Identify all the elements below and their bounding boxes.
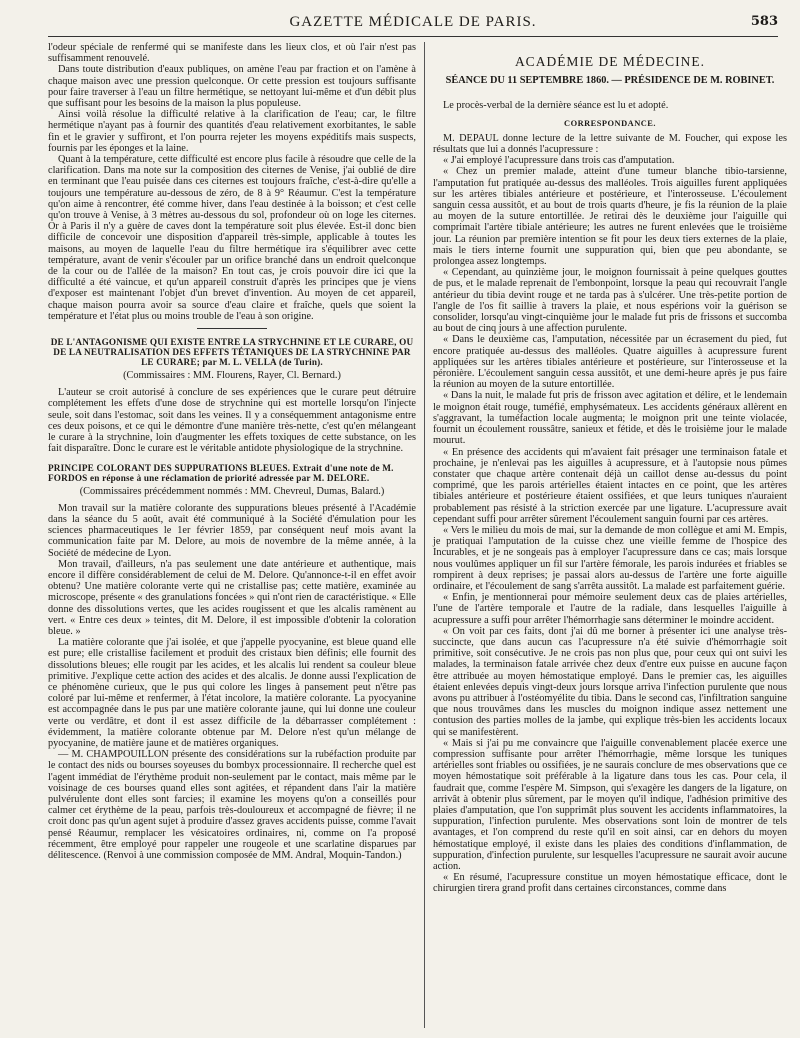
paragraph: « En résumé, l'acupressure constitue un moyen hémostatique efficace, dont le chirurgien tirera grand profit dans certaines circonstances, comme dans [433,872,787,895]
left-column [48,42,416,1028]
paragraph: M. DEPAUL donne lecture de la lettre suivante de M. Foucher, qui expose les résultats que lui a donnés l'acupressure : [433,132,787,156]
section-title-pyocyanine: PRINCIPE COLORANT DES SUPPURATIONS BLEUES. Extrait d'une note de M. FORDOS en réponse à une réclamation de priorité adressée par M. DELORE. [48,462,394,483]
paragraph: Dans toute distribution d'eaux publiques, on amène l'eau par fraction et on l'amène à chaque maison avec une pression quelconque. Or cette pression est toujours suffisante pour faire traverser à l'eau un filtre hermétique, se nettoyant lui-même et d'un débit plus que suffisant pour les besoins de la maison la plus populeuse. [48,64,416,110]
paragraph: Ainsi voilà résolue la difficulté relative à la clarification de l'eau; car, le filtre hermétique n'ayant pas à fournir des quantités d'eau relativement exorbitantes, le sable fin et le gravier y suffiront, et l'on pourra rejeter les moyens expéditifs mais suspects, fournis par les éponges et la laine. [48,109,416,154]
right-column [424,42,787,1028]
divider [197,328,267,329]
commission-note: (Commissaires précédemment nommés : MM. Chevreul, Dumas, Balard.) [79,485,385,497]
paragraph: « Vers le milieu du mois de mai, sur la demande de mon collègue et ami M. Empis, je pratiquai l'amputation de la cuisse chez une vieille femme de l'hospice des Incurables, et je ne songeais pas à employer l'acupressure dans ce cas; mais lorsque nous voulûmes appliquer un fil sur l'artère fémorale, les parois indurées et friables se rompirent à deux reprises; je passai alors au-dessus de l'artère une forte aiguille ordinaire, et l'écoulement de sang s'arrêta aussitôt. La malade est parfaitement guérie. [433,524,787,592]
paragraph: L'auteur se croit autorisé à conclure de ses expériences que le curare peut détruire complétement les effets d'une dose de strychnine qui est mortelle lorsqu'on l'injecte seule, soit dans l'estomac, soit dans les veines. Il y a conséquemment antagonisme entre ces deux poisons, et ce qui le démontre d'une manière très-nette, c'est qu'en mélangeant le curare à la strychnine, loin d'augmenter les effets toxiques de cette substance, on les fait disparaître. Donc le curare est le véritable antidote physiologique de la strychnine. [48,387,416,455]
paragraph: « Chez un premier malade, atteint d'une tumeur blanche tibio-tarsienne, l'amputation fut pratiquée au-dessus des malléoles. Trois aiguilles furent appliquées sur les artères tibiales antérieure et postérieure, et l'interosseuse. L'écoulement sanguin cessa aussitôt, et au bout de trois quarts d'heure, je fis la réunion de la plaie au moyen de la suture entortillée. Je retirai dès le deuxième jour l'aiguille qui comprimait l'artère tibiale antérieure; les autres ne furent enlevées que le troisième jour. La réunion par première intention se fit pour les deux tiers externes de la plaie, mais le tiers interne fournit une suppuration qui, bien que peu abondante, se prolongea assez longtemps. [433,166,787,268]
correspondance-label: CORRESPONDANCE. [564,118,656,128]
paragraph: « En présence des accidents qui m'avaient fait présager une terminaison fatale et prochaine, je n'enlevai pas les aiguilles à acupressure, et à l'autopsie nous pûmes constater que chaque artère contenait déjà un caillot dense au-dessus du point comprimé, que les parois artérielles étaient intactes en ce point, que les artères tibiales antérieure et postérieure étaient ossifiées, et que leurs tuniques n'auraient probablement pas résisté à la striction exercée par une ligature. L'acupressure avait cependant suffi pour arrêter sûrement l'écoulement sanguin fourni par ces artères. [433,446,787,525]
paragraph: « Enfin, je mentionnerai pour mémoire seulement deux cas de plaies artérielles, l'une de l'artère temporale et l'autre de la radiale, dans lesquelles l'aiguille à acupressure a suffi pour arrêter l'hémorrhagie sans déterminer le moindre accident. [433,592,787,626]
paragraph: « Dans la nuit, le malade fut pris de frisson avec agitation et délire, et le lendemain le moignon était rouge, tuméfié, emphysémateux. Les accidents généraux allèrent en s'aggravant, la tuméfaction locale augmenta; le moignon prit une teinte violacée, fournit un écoulement roussâtre, sanieux et fétide, et dès le troisième jour le malade mourut. [433,390,787,447]
paragraph: Mon travail sur la matière colorante des suppurations bleues présenté à l'Académie dans la séance du 5 août, avait été communiqué à la Société d'émulation pour les sciences pharmaceutiques le 1er février 1859, par conséquent neuf mois avant la communication faite par M. Delore, au mois de novembre de la même année, à la Société de médecine de Lyon. [48,502,416,559]
paragraph: — M. CHAMPOUILLON présente des considérations sur la rubéfaction produite par le contact des nids ou bourses soyeuses du bombyx processionnaire. Il recherche quel est l'agent immédiat de l'érythème produit non-seulement par le contact, mais même par le voisinage de ces bourses quand elles sont agitées, et répandent dans l'air la matière pulvérulente dont elles sont farcies; il examine les moyens qu'on a conseillés pour calmer cet érythème de la peau, parfois très-douloureux et accompagné de fièvre; il ne croit donc pas qu'un agent sujet à produire d'assez graves accidents puisse, comme l'avait pensé Réaumur, remplacer les vésicatoires ordinaires, ni, comme on l'a proposé récemment, être employé pour rappeler une rougeole et une scarlatine disparues par délitescence. (Renvoi à une commission composée de MM. Andral, Moquin-Tandon.) [48,749,416,861]
paragraph: « Cependant, au quinzième jour, le moignon fournissait à peine quelques gouttes de pus, et le malade reprenait de l'embonpoint, lorsque la peau qui recouvrait l'angle antérieur du tibia devint rouge et ne tarda pas à s'ulcérer. Une très-petite portion de l'angle de l'os fit saillie à travers la plaie, et nous espérions voir la guérison se consolider, lorsqu'au vingt-cinquième jour le malade fut pris de frissons et succomba au bout de cinq jours à une affection purulente. [433,267,787,335]
proces-verbal: Le procès-verbal de la dernière séance est lu et adopté. [443,100,669,112]
paragraph: Mon travail, d'ailleurs, n'a pas seulement une date antérieure et authentique, mais encore il diffère considérablement de celui de M. Delore. Qu'annonce-t-il en effet avoir obtenu? Une matière colorante verte qui ne cristallise pas; cette matière, examinée au microscope, présente « des granulations foncées » qui n'ont rien de caractéristique. « Elle donne des dissolutions vertes, que les acides rougissent et que les alcalis ramènent au vert. « Entre ces deux » teintes, dit M. Delore, il est impossible d'obtenir la coloration bleue. » [48,558,416,637]
paragraph: « Dans le deuxième cas, l'amputation, nécessitée par un écrasement du pied, fut encore pratiquée au-dessus des malléoles. Quatre aiguilles à acupressure furent appliquées sur les artères tibiales antérieure et postérieure, sur l'interosseuse et la péronière. L'écoulement sanguin cessa aussitôt, et une demi-heure après je pus faire la réunion au moyen de la suture entortillée. [433,334,787,391]
session-line: SÉANCE DU 11 SEPTEMBRE 1860. — PRÉSIDENCE DE M. ROBINET. [445,75,775,87]
paragraph: « Mais si j'ai pu me convaincre que l'aiguille convenablement placée exerce une compression suffisante pour arrêter l'hémorrhagie, même lorsque les tuniques artérielles sont friables ou ossifiées, je ne saurais conclure de mes observations que ce moyen hémostatique soit préférable à la ligature dans tous les cas. Pour cela, il faudrait que, comme l'espère M. Simpson, qui s'exagère les dangers de la ligature, on arrivât à obtenir plus sûrement, par le moyen qu'il indique, l'adhésion primitive des plaies d'amputation, que l'on supprimât plus souvent les accidents inflammatoires, la suppuration, l'infection purulente. Mes observations sont loin de montrer de tels avantages, et l'on comprend du reste qu'il en soit ainsi, car en dehors du moyen hémostatique employé, il existe dans les plaies des conditions d'inflammation, de suppuration, d'infection purulente, sur lesquelles l'acupressure ne saurait avoir aucune action. [433,737,787,873]
paragraph: « On voit par ces faits, dont j'ai dû me borner à présenter ici une analyse très-succincte, que dans aucun cas l'acupressure n'a été suivie d'hémorrhagie soit primitive, soit consécutive. Je ne crois pas non plus que, pour ceux qui ont suivi les malades, la terminaison fatale arrivée chez deux d'entre eux puisse en aucune façon être attribuée au moyen hémostatique employé. Dans le premier cas, les aiguilles étaient enlevées depuis vingt-deux jours lorsque arriva l'infection purulente que nous avons pu attribuer à l'ostéomyélite du tibia. Dans le second cas, l'infiltration sanguine que nous trouvâmes dans les muscles du moignon indique assez nettement une contusion des parties molles de la jambe, qui explique très-bien les accidents locaux qui se manifestèrent. [433,625,787,738]
academy-title: ACADÉMIE DE MÉDECINE. [514,54,706,69]
paragraph: « J'ai employé l'acupressure dans trois cas d'amputation. [443,155,675,167]
section-title-strychnine: DE L'ANTAGONISME QUI EXISTE ENTRE LA STRYCHNINE ET LE CURARE, OU DE LA NEUTRALISATION DES EFFETS TÉTANIQUES DE LA STRYCHNINE PAR LE CURARE; par M. L. VELLA (de Turin). [50,337,414,368]
page-header [48,14,778,37]
running-title: GAZETTE MÉDICALE DE PARIS. [289,14,537,30]
paragraph: La matière colorante que j'ai isolée, et que j'appelle pyocyanine, est bleue quand elle est pure; elle cristallise facilement et produit des cristaux bien définis; elle fournit des dissolutions bleues; elle rougit par les acides, et les alcalis lui rendent sa couleur bleue primitive. J'explique cette action des acides et des alcalis. Je donne aussi l'explication de ce phénomène curieux, que le pus qui colore les linges à pansement peut n'être pas coloré par lui-même et renfermer, à l'état incolore, la matière colorante. La pyocyanine est accompagnée dans le pus par une matière colorante jaune, qui lui donne une couleur verte ou verdâtre, et dont il est assez difficile de la débarrasser complétement : évidemment, la matière colorante obtenue par M. Delore n'est qu'un mélange de pyocyanine, de matière jaune et de matières organiques. [48,637,416,749]
commission-note: (Commissaires : MM. Flourens, Rayer, Cl. Bernard.) [123,370,341,382]
paragraph: Quant à la température, cette difficulté est encore plus facile à résoudre que celle de la clarification. Dans ma note sur la composition des citernes de Venise, j'ai oublié de dire en terminant que l'eau puisée dans ces citernes est toujours fraîche, c'est-à-dire qu'elle a toujours une température au-dessous de zéro, de 8 à 9° Réaumur. C'est la température qu'on aime à rencontrer, été comme hiver, dans l'eau destinée à la boisson; et c'est celle qu'on trouve à Venise, à 3 mètres au-dessous du sol, profondeur où on loge les citernes. Or à Paris il n'y a guère de caves dont la température soit plus élevée. Est-il donc bien difficile de concevoir une disposition d'appareil très-simple, applicable à toutes les maisons, au moyen de laquelle l'eau du filtre hermétique ira s'équilibrer avec cette température, avant de venir s'écouler par un orifice branché dans un endroit quelconque de la cour ou de l'allée de la maison? En tout cas, je crois pouvoir dire ici que la difficulté a été vaincue, et qu'un appareil construit d'après les principes que je viens d'exposer est maintenant l'objet d'un brevet d'invention. Au moyen de cet appareil, chaque maison pourra avoir sa source d'eau claire et fraîche, quels que soient la température et l'état plus ou moins trouble de l'eau à son origine. [48,154,416,322]
paragraph: l'odeur spéciale de renfermé qui se manifeste dans les lieux clos, et où l'air n'est pas suffisamment renouvelé. [48,42,416,65]
page-number: 583 [750,14,778,29]
